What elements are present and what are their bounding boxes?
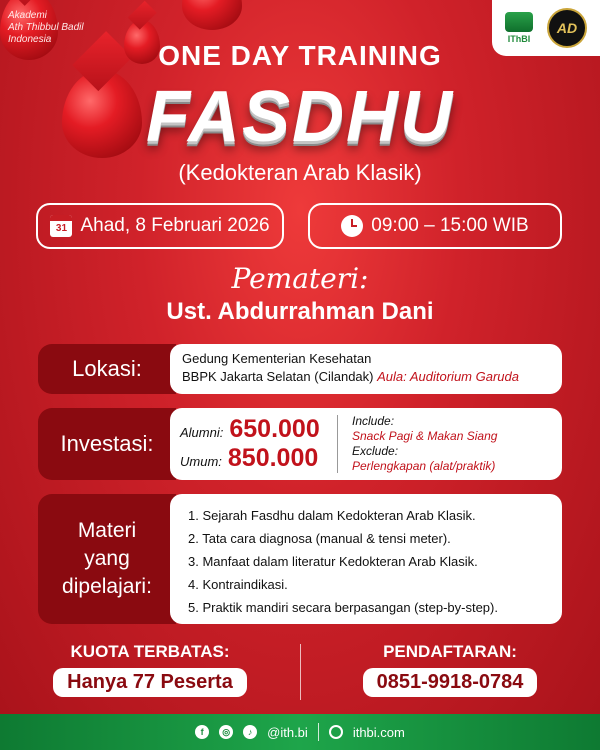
social-bar	[0, 714, 600, 750]
location-details	[170, 344, 562, 394]
curriculum-label-line: dipelajari:	[62, 575, 152, 598]
event-time: 09:00 – 15:00 WIB	[371, 215, 529, 236]
exclude-value: Perlengkapan (alat/praktik)	[352, 459, 496, 473]
curriculum-row	[38, 494, 562, 624]
investment-label: Investasi:	[38, 408, 176, 480]
registration-caption: PENDAFTARAN:	[383, 642, 517, 661]
divider	[318, 723, 319, 741]
academy-line: Akademi	[8, 10, 47, 21]
quota-value: Hanya 77 Peserta	[53, 668, 247, 697]
time-pill	[308, 203, 562, 249]
public-price-line	[180, 444, 329, 473]
event-title: FASDHU	[145, 77, 454, 157]
list-item: 5. Praktik mandiri secara berpasangan (step-by-step).	[188, 600, 498, 615]
location-row	[38, 344, 562, 394]
alumni-price-line	[180, 415, 329, 444]
academy-line: Indonesia	[8, 34, 52, 45]
list-item: 2. Tata cara diagnosa (manual & tensi meter).	[188, 531, 451, 546]
alumni-price: 650.000	[229, 415, 320, 443]
location-hall: Aula: Auditorium Garuda	[377, 369, 519, 384]
list-item: 4. Kontraindikasi.	[188, 577, 288, 592]
registration-phone[interactable]: 0851-9918-0784	[363, 668, 538, 697]
event-date: Ahad, 8 Februari 2026	[80, 215, 270, 236]
calendar-day: 31	[55, 223, 68, 234]
website-link[interactable]: ithbi.com	[352, 724, 405, 740]
speaker-name: Ust. Abdurrahman Dani	[166, 298, 434, 325]
price-list	[180, 415, 338, 473]
alumni-label: Alumni:	[180, 425, 224, 440]
date-pill	[36, 203, 284, 249]
globe-icon	[329, 725, 343, 739]
clock-icon	[341, 215, 363, 237]
location-line: BBPK Jakarta Selatan (Cilandak)	[182, 369, 374, 384]
location-label: Lokasi:	[38, 344, 176, 394]
tiktok-icon[interactable]: ♪	[243, 725, 257, 739]
public-label: Umum:	[180, 454, 222, 469]
curriculum-label	[38, 494, 176, 624]
location-line: Gedung Kementerian Kesehatan	[182, 351, 372, 366]
quota-block	[10, 642, 290, 697]
speaker-label: Pemateri:	[231, 262, 369, 295]
blood-drop-icon	[182, 0, 242, 30]
investment-row	[38, 408, 562, 480]
curriculum-label-line: yang	[84, 547, 130, 570]
curriculum-label-line: Materi	[77, 519, 137, 542]
list-item: 1. Sejarah Fasdhu dalam Kedokteran Arab Klasik.	[188, 508, 476, 523]
instagram-icon[interactable]: ◎	[219, 725, 233, 739]
investment-details	[170, 408, 562, 480]
curriculum-list	[182, 500, 550, 623]
divider	[300, 644, 301, 700]
academy-line: Ath Thibbul Badil	[8, 22, 84, 33]
social-handle[interactable]: @ith.bi	[267, 724, 308, 740]
ad-logo: AD	[547, 8, 587, 48]
public-price: 850.000	[227, 444, 319, 472]
book-icon	[505, 12, 533, 32]
facebook-icon[interactable]: f	[195, 725, 209, 739]
event-kicker: ONE DAY TRAINING	[158, 40, 442, 71]
event-subtitle: (Kedokteran Arab Klasik)	[178, 160, 422, 185]
quota-caption: KUOTA TERBATAS:	[70, 642, 230, 661]
price-notes	[338, 414, 497, 474]
calendar-icon	[50, 215, 72, 237]
include-label: Include:	[352, 414, 395, 428]
curriculum-details	[170, 494, 562, 624]
list-item: 3. Manfaat dalam literatur Kedokteran Arab Klasik.	[188, 554, 478, 569]
exclude-label: Exclude:	[352, 444, 399, 458]
ithbi-logo-text: IThBI	[507, 34, 531, 44]
registration-block	[310, 642, 590, 697]
include-value: Snack Pagi & Makan Siang	[352, 429, 498, 443]
